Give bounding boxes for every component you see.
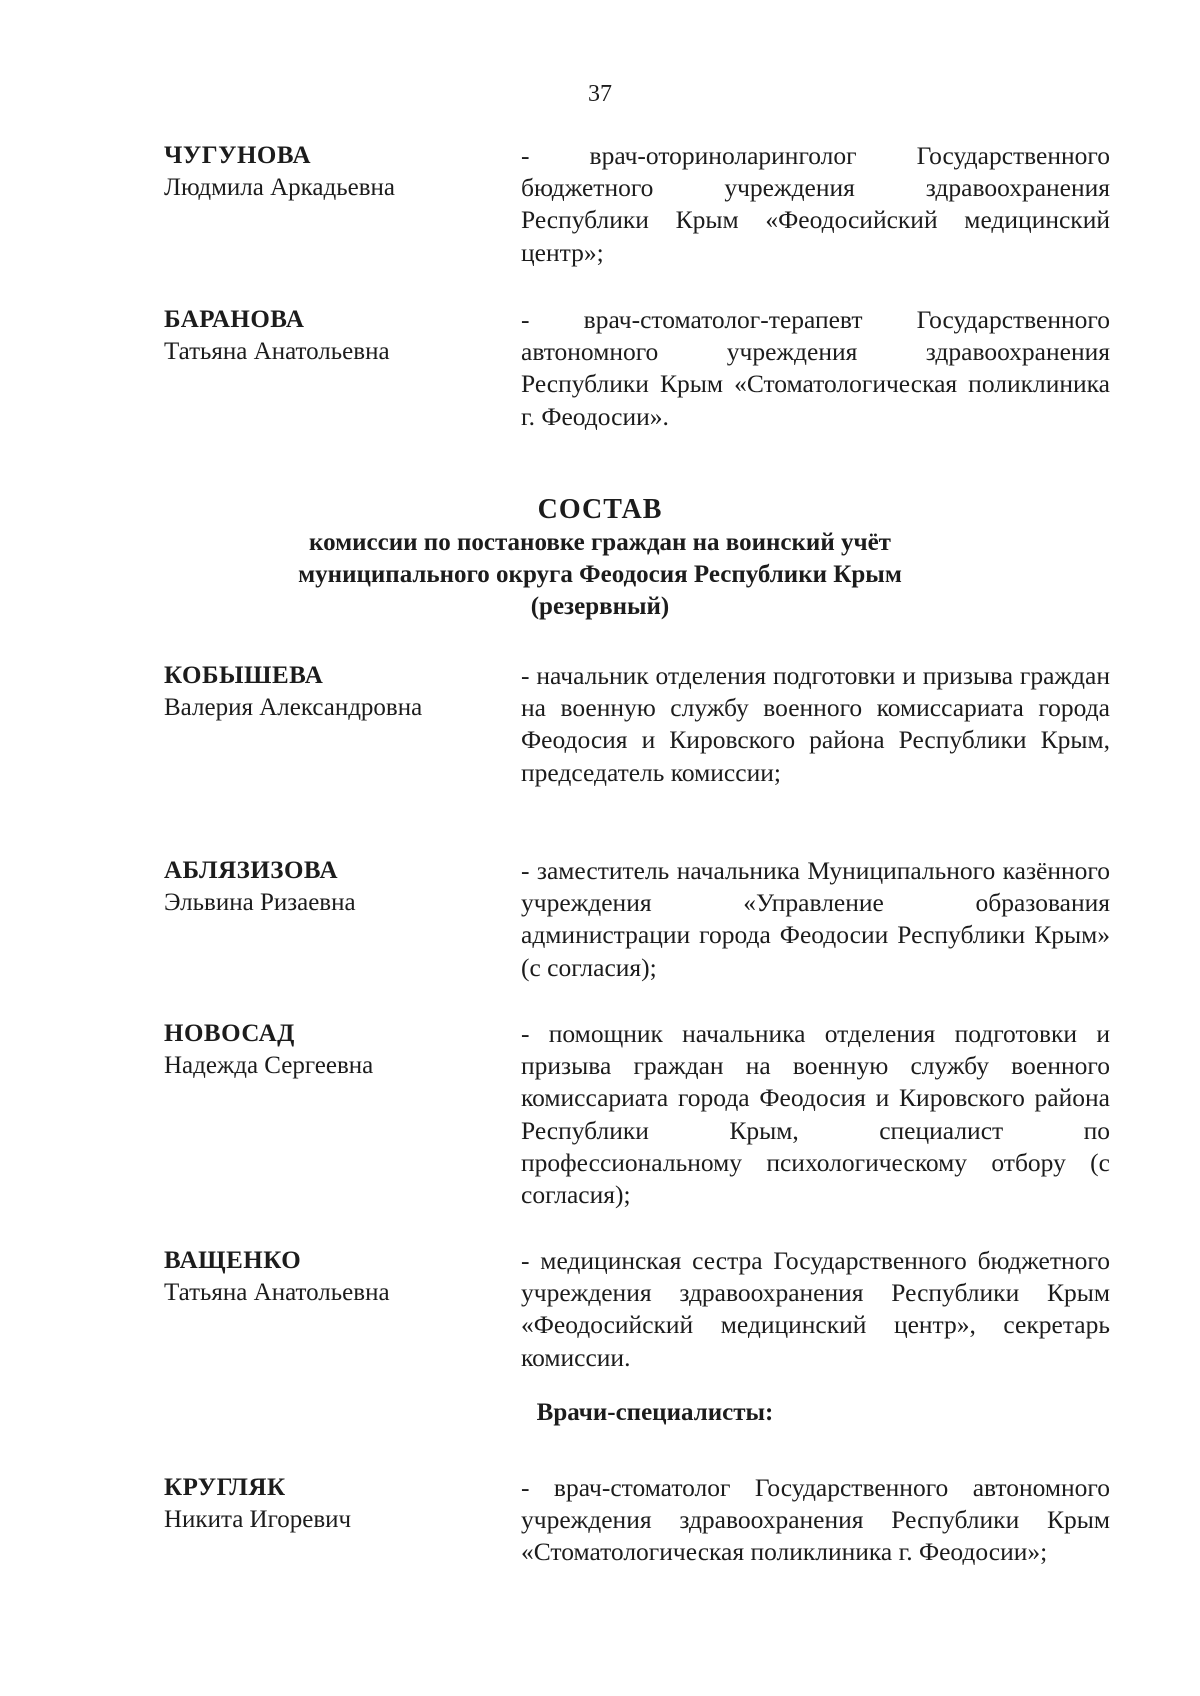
- member-surname: ВАЩЕНКО: [164, 1247, 302, 1274]
- member-surname: КРУГЛЯК: [164, 1474, 286, 1501]
- section-subtitle-line: муниципального округа Феодосия Республики Крым: [298, 561, 902, 588]
- section-heading: [0, 493, 1200, 623]
- member-role: - врач-оториноларинголог Государственного бюджетного учреждения здравоохранения Республики Крым «Феодосийский медицинский центр»;: [521, 141, 1110, 267]
- specialists-heading: Врачи-специалисты:: [536, 1399, 774, 1426]
- member-role: - начальник отделения подготовки и призыва граждан на военную службу военного комиссариата города Феодосия и Кировского района Республики Крым, председатель комиссии;: [521, 661, 1110, 787]
- member-given-names: Надежда Сергеевна: [164, 1052, 374, 1079]
- member-role: - врач-стоматолог Государственного автономного учреждения здравоохранения Республики Крым «Стоматологическая поликлиника г. Феодосии»;: [521, 1473, 1110, 1567]
- member-role: - помощник начальника отделения подготовки и призыва граждан на военную службу военного комиссариата города Феодосия и Кировского района Республики Крым, специалист по профессиональному психологическому отбору (с согласия);: [521, 1019, 1110, 1210]
- member-given-names: Татьяна Анатольевна: [164, 1279, 390, 1306]
- member-surname: ЧУГУНОВА: [164, 142, 311, 169]
- member-role: - медицинская сестра Государственного бюджетного учреждения здравоохранения Республики Крым «Феодосийский медицинский центр», секретарь комиссии.: [521, 1246, 1110, 1372]
- section-subtitle-line: (резервный): [530, 593, 670, 620]
- member-given-names: Людмила Аркадьевна: [164, 174, 396, 201]
- member-given-names: Татьяна Анатольевна: [164, 338, 390, 365]
- member-surname: КОБЫШЕВА: [164, 662, 324, 689]
- section-subtitle-line: комиссии по постановке граждан на воинский учёт: [309, 529, 891, 556]
- member-role: - врач-стоматолог-терапевт Государственного автономного учреждения здравоохранения Республики Крым «Стоматологическая поликлиника г. Феодосии».: [521, 305, 1110, 431]
- member-surname: НОВОСАД: [164, 1020, 295, 1047]
- page-number: 37: [588, 81, 612, 107]
- member-given-names: Валерия Александровна: [164, 694, 423, 721]
- member-given-names: Эльвина Ризаевна: [164, 889, 356, 916]
- member-given-names: Никита Игоревич: [164, 1506, 352, 1533]
- member-role: - заместитель начальника Муниципального казённого учреждения «Управление образования администрации города Феодосии Республики Крым» (с согласия);: [521, 856, 1110, 982]
- section-title: СОСТАВ: [537, 494, 663, 525]
- member-surname: АБЛЯЗИЗОВА: [164, 857, 339, 884]
- member-surname: БАРАНОВА: [164, 306, 305, 333]
